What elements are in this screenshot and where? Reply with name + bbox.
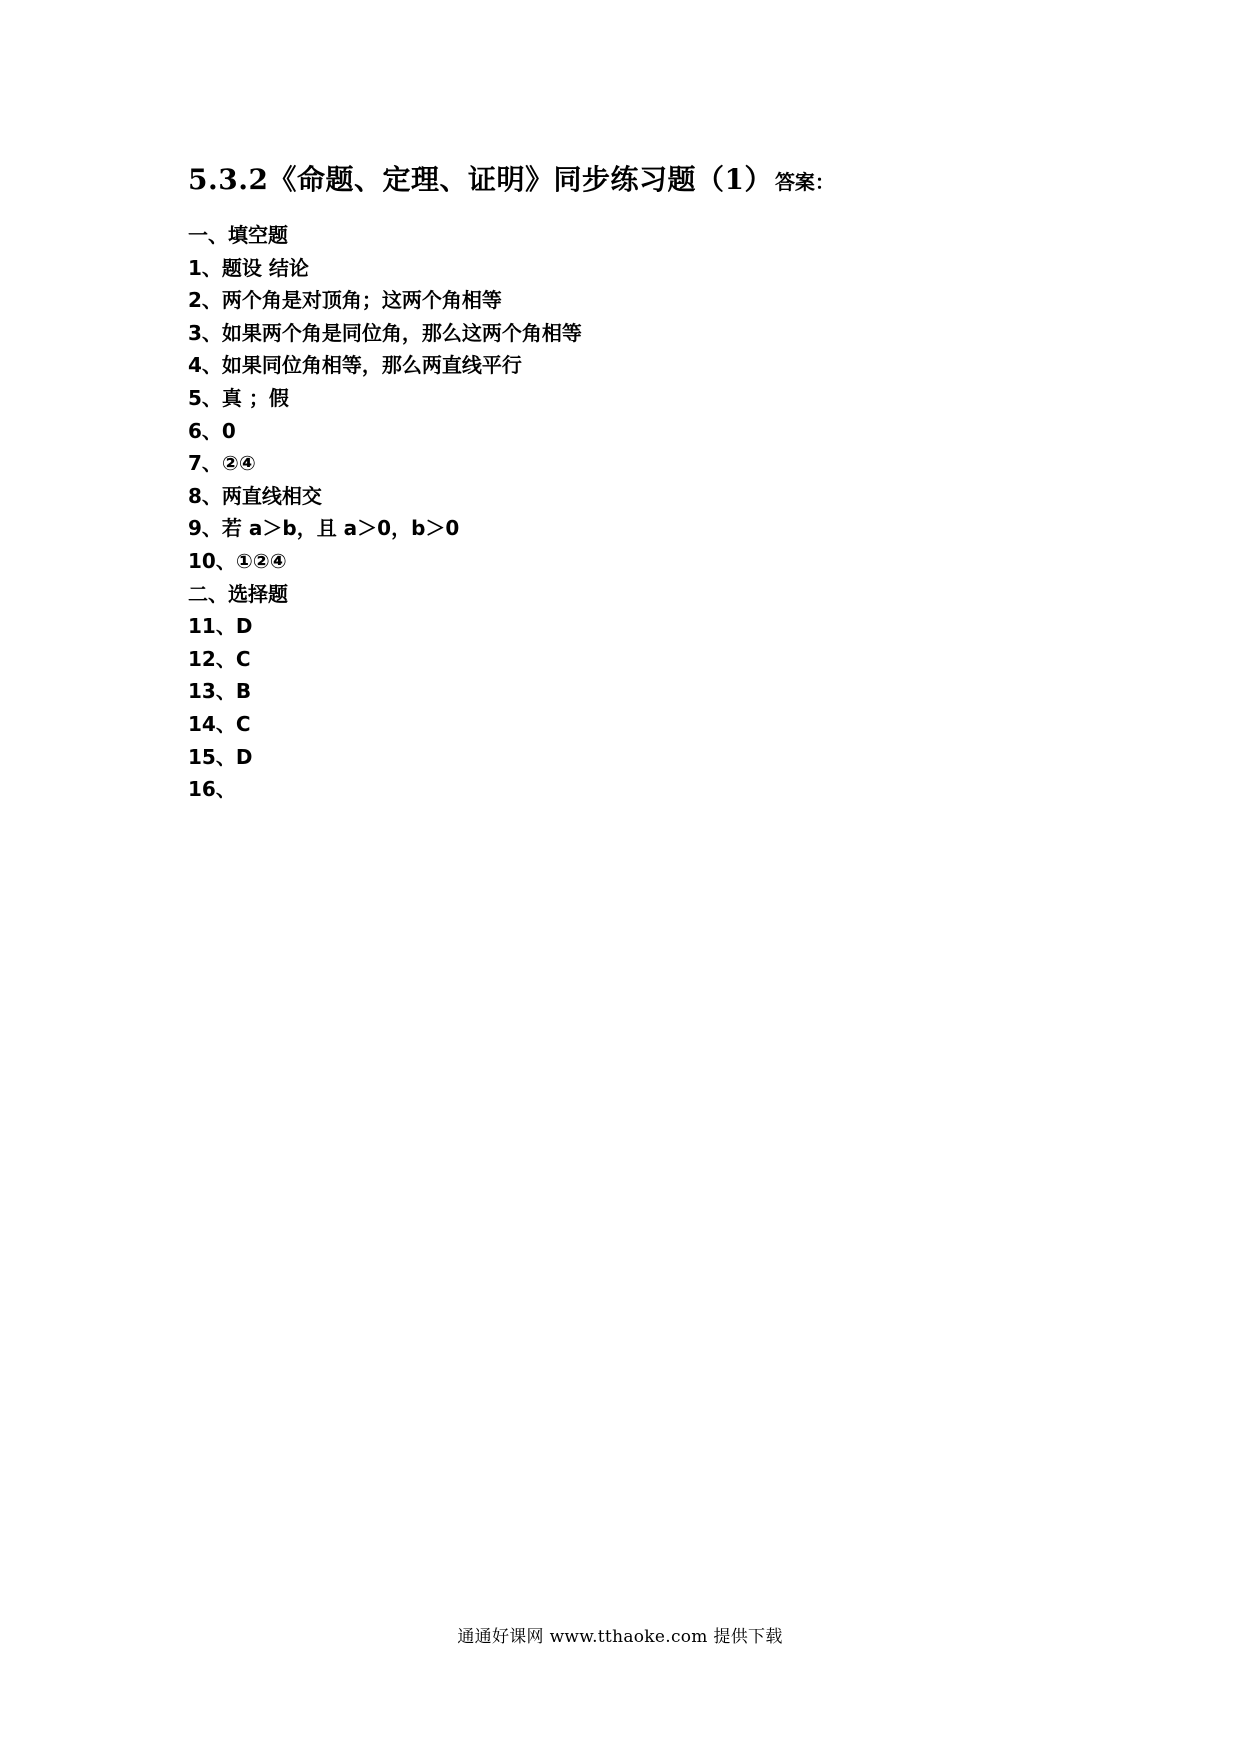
answer-line: 16、: [188, 777, 236, 802]
answer-line: 11、D: [188, 614, 253, 639]
answer-line: 9、若 a＞b，且 a＞0，b＞0: [188, 516, 460, 541]
answer-line: 7、②④: [188, 451, 256, 476]
answer-line: 13、B: [188, 679, 252, 704]
answer-list: [188, 219, 582, 806]
answer-line: 10、①②④: [188, 548, 287, 573]
answer-line: 6、0: [188, 418, 236, 443]
title-suffix: 答案：: [774, 170, 835, 194]
answer-line: 15、D: [188, 744, 253, 769]
document-title: [188, 163, 835, 196]
answer-line: 4、如果同位角相等，那么两直线平行: [188, 353, 522, 378]
answer-line: 12、C: [188, 646, 251, 671]
section-heading-multiple-choice: 二、选择题: [188, 581, 288, 606]
answer-line: 1、题设 结论: [188, 255, 309, 280]
answer-line: 2、两个角是对顶角；这两个角相等: [188, 288, 502, 313]
answer-line: 8、两直线相交: [188, 483, 322, 508]
title-text: 5.3.2《命题、定理、证明》同步练习题（1）: [188, 163, 773, 196]
page-footer: 通通好课网 www.tthaoke.com 提供下载: [457, 1627, 783, 1647]
section-heading-fill-blank: 一、填空题: [188, 223, 288, 247]
answer-line: 14、C: [188, 711, 251, 736]
answer-line: 5、真 ；假: [188, 385, 289, 410]
answer-line: 3、如果两个角是同位角，那么这两个角相等: [188, 320, 582, 345]
